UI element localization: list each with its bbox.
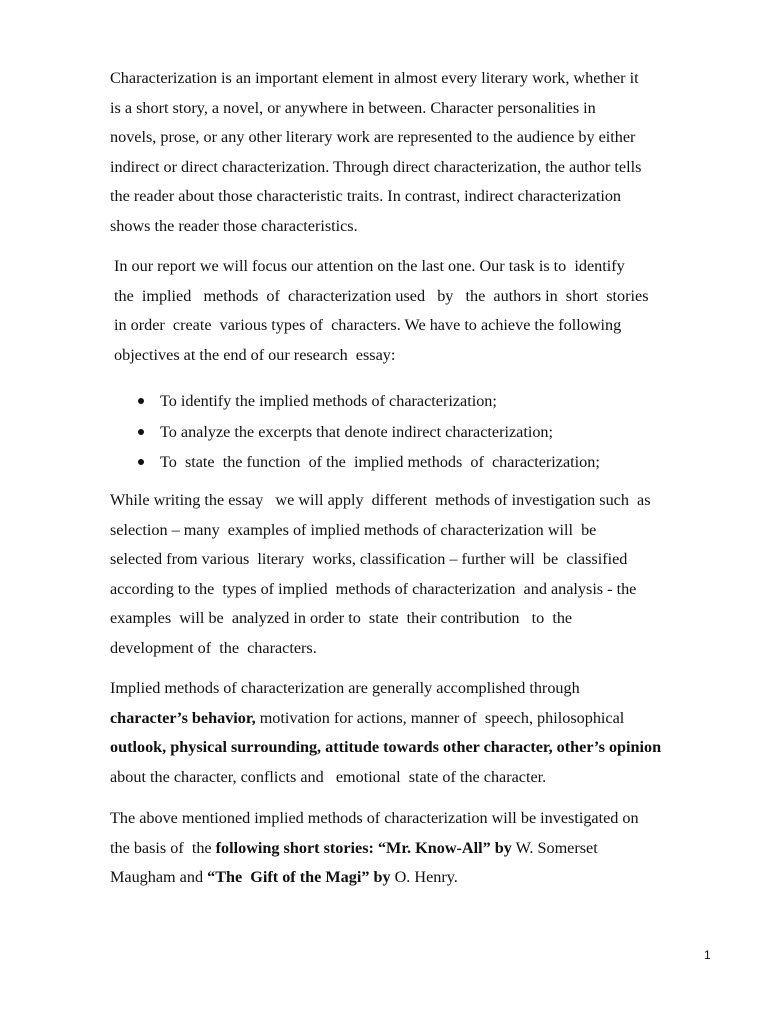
paragraph-intro bbox=[110, 64, 720, 241]
bold-text: following short stories: “Mr. Know-All” by bbox=[215, 838, 512, 857]
list-item bbox=[135, 417, 600, 448]
bold-text: character’s behavior, bbox=[110, 708, 256, 727]
plain-text: . bbox=[453, 868, 458, 886]
text-line: indirect or direct characterization. Through direct characterization, the author tells bbox=[110, 157, 642, 176]
plain-text: O. Henry bbox=[390, 868, 454, 886]
objective-text: To state the function of the implied methods of characterization; bbox=[160, 453, 600, 471]
paragraph-implied-methods bbox=[110, 674, 720, 792]
bullet-icon bbox=[138, 429, 144, 435]
objective-text: To identify the implied methods of characterization; bbox=[160, 392, 497, 410]
text-line: Implied methods of characterization are generally accomplished through bbox=[110, 679, 580, 697]
text-line bbox=[110, 863, 720, 893]
page-number: 1 bbox=[704, 948, 711, 962]
bullet-icon bbox=[138, 398, 144, 404]
text-line: the implied methods of characterization used by the authors in short stories bbox=[114, 286, 649, 305]
text-line: selection – many examples of implied methods of characterization will be bbox=[110, 520, 597, 539]
text-line: objectives at the end of our research essay: bbox=[114, 345, 396, 364]
plain-text: W. Somerset bbox=[511, 838, 598, 857]
text-line: shows the reader those characteristics. bbox=[110, 216, 358, 235]
text-line: In our report we will focus our attention on the last one. Our task is to identify bbox=[114, 257, 625, 275]
text-line: in order create various types of characters. We have to achieve the following bbox=[114, 316, 622, 334]
text-line: selected from various literary works, classification – further will be classified bbox=[110, 550, 628, 568]
text-line: The above mentioned implied methods of characterization will be investigated on bbox=[110, 809, 639, 827]
text-line: Characterization is an important element in almost every literary work, whether it bbox=[110, 69, 639, 87]
text-line: the reader about those characteristic traits. In contrast, indirect characterization bbox=[110, 187, 622, 205]
text-line: While writing the essay we will apply different methods of investigation such as bbox=[110, 491, 651, 509]
plain-text: motivation for actions, manner of speech, philosophical bbox=[255, 708, 625, 727]
text-line: examples will be analyzed in order to state their contribution to the bbox=[110, 609, 573, 627]
text-line: is a short story, a novel, or anywhere in between. Character personalities in bbox=[110, 98, 596, 117]
paragraph-methods bbox=[110, 486, 720, 663]
text-line: outlook, physical surrounding, attitude towards other character, other’s opinion bbox=[110, 738, 662, 756]
text-line: development of the characters. bbox=[110, 638, 317, 657]
objectives-list bbox=[135, 386, 600, 478]
text-line: about the character, conflicts and emotional state of the character. bbox=[110, 767, 547, 786]
list-item bbox=[135, 447, 600, 478]
text-line bbox=[110, 834, 720, 864]
text-line bbox=[110, 704, 720, 734]
paragraph-short-stories bbox=[110, 804, 720, 893]
plain-text: the basis of the bbox=[110, 838, 216, 857]
text-line: according to the types of implied methods of characterization and analysis - the bbox=[110, 579, 637, 598]
text-line: novels, prose, or any other literary work are represented to the audience by either bbox=[110, 128, 636, 146]
objective-text: To analyze the excerpts that denote indirect characterization; bbox=[160, 422, 554, 441]
paragraph-task bbox=[114, 252, 724, 370]
plain-text: Maugham and bbox=[110, 868, 208, 886]
list-item bbox=[135, 386, 600, 417]
bold-text: “The Gift of the Magi” by bbox=[207, 868, 391, 886]
bullet-icon bbox=[138, 459, 144, 465]
